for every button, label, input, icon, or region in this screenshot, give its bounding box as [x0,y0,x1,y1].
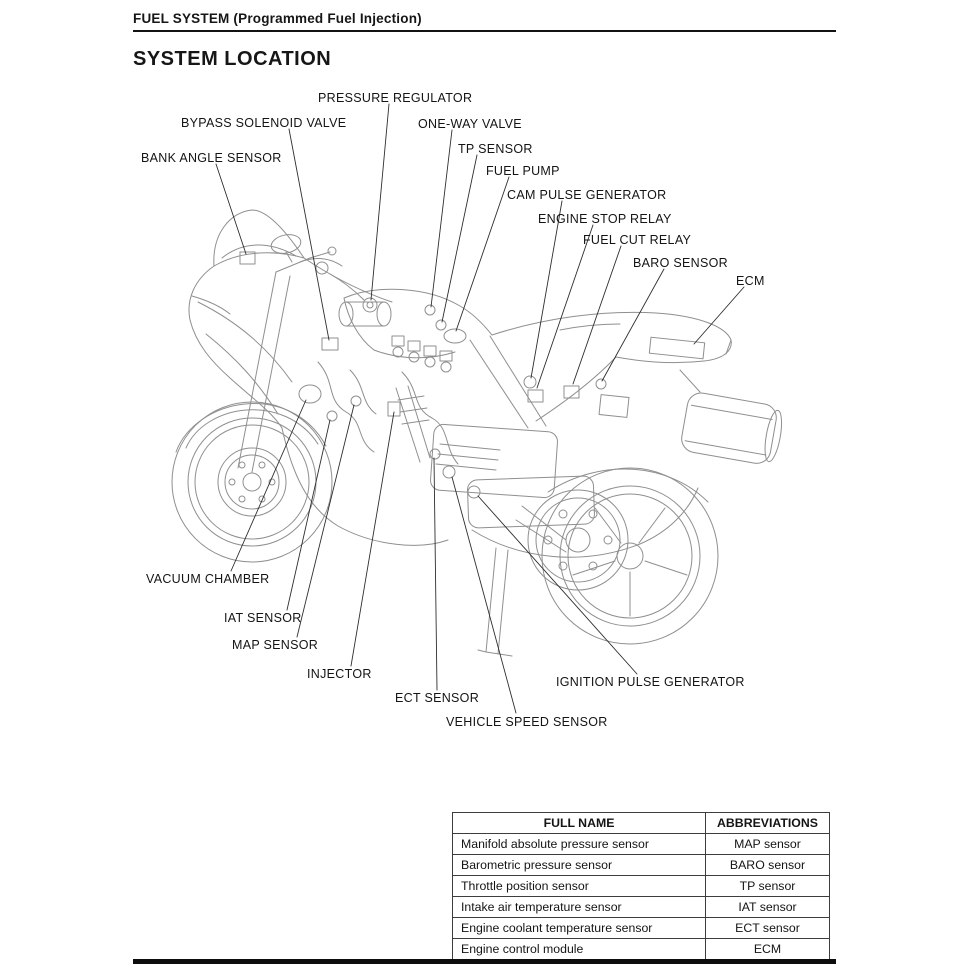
table-header-row [453,813,830,834]
abbreviations-table [452,812,830,960]
label-ignition-pulse-generator: IGNITION PULSE GENERATOR [556,675,745,689]
table-header-full-name: FULL NAME [453,813,706,834]
full-name-cell: Engine coolant temperature sensor [453,918,706,939]
label-cam-pulse-generator: CAM PULSE GENERATOR [507,188,667,202]
abbreviation-cell: ECT sensor [706,918,830,939]
label-one-way-valve: ONE-WAY VALVE [418,117,522,131]
table-row [453,876,830,897]
page-bottom-rule [133,959,836,964]
abbreviation-cell: ECM [706,939,830,960]
full-name-cell: Manifold absolute pressure sensor [453,834,706,855]
label-fuel-pump: FUEL PUMP [486,164,560,178]
label-iat-sensor: IAT SENSOR [224,611,302,625]
label-fuel-cut-relay: FUEL CUT RELAY [583,233,692,247]
table-row [453,897,830,918]
label-vacuum-chamber: VACUUM CHAMBER [146,572,270,586]
label-ecm: ECM [736,274,765,288]
label-injector: INJECTOR [307,667,372,681]
label-engine-stop-relay: ENGINE STOP RELAY [538,212,672,226]
table-row [453,855,830,876]
chapter-title: FUEL SYSTEM (Programmed Fuel Injection) [133,11,422,26]
page-title: SYSTEM LOCATION [133,48,332,70]
label-tp-sensor: TP SENSOR [458,142,533,156]
table-header-abbreviations: ABBREVIATIONS [706,813,830,834]
abbreviation-cell: IAT sensor [706,897,830,918]
abbreviation-cell: BARO sensor [706,855,830,876]
label-map-sensor: MAP SENSOR [232,638,319,652]
motorcycle-line-art [172,210,785,656]
abbreviation-cell: MAP sensor [706,834,830,855]
table-row [453,834,830,855]
label-vehicle-speed-sensor: VEHICLE SPEED SENSOR [446,715,608,729]
table-row [453,918,830,939]
full-name-cell: Throttle position sensor [453,876,706,897]
label-bypass-solenoid-valve: BYPASS SOLENOID VALVE [181,116,347,130]
label-bank-angle-sensor: BANK ANGLE SENSOR [141,151,282,165]
full-name-cell: Barometric pressure sensor [453,855,706,876]
label-ect-sensor: ECT SENSOR [395,691,480,705]
full-name-cell: Intake air temperature sensor [453,897,706,918]
label-baro-sensor: BARO SENSOR [633,256,728,270]
full-name-cell: Engine control module [453,939,706,960]
table-row [453,939,830,960]
label-pressure-regulator: PRESSURE REGULATOR [318,91,473,105]
abbreviation-cell: TP sensor [706,876,830,897]
